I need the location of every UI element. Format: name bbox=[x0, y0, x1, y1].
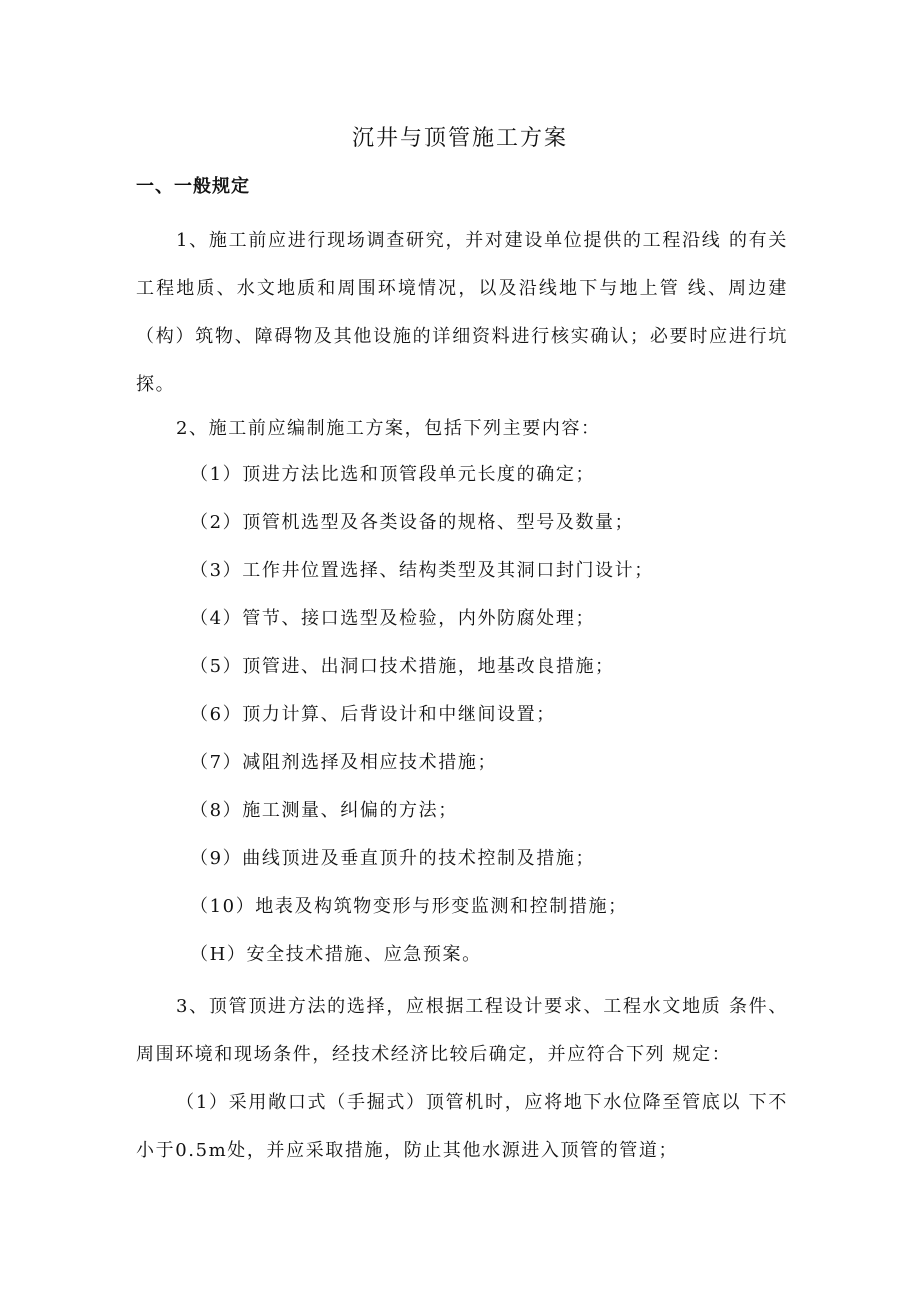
paragraph-2-text: 2、施工前应编制施工方案，包括下列主要内容： bbox=[176, 418, 601, 439]
list-item: （8）施工测量、纠偏的方法； bbox=[190, 800, 458, 821]
list-item: （4）管节、接口选型及检验，内外防腐处理； bbox=[190, 608, 596, 629]
list-item: （H）安全技术措施、应急预案。 bbox=[190, 944, 482, 965]
paragraph-1 bbox=[136, 217, 788, 409]
section-heading: 一、一般规定 bbox=[136, 176, 250, 197]
list-item: （2）顶管机选型及各类设备的规格、型号及数量； bbox=[190, 512, 635, 533]
list-item: （3）工作井位置选择、结构类型及其洞口封门设计； bbox=[190, 560, 654, 581]
list-item: （9）曲线顶进及垂直顶升的技术控制及措施； bbox=[190, 848, 596, 869]
list-item: （10）地表及构筑物变形与形变监测和控制措施； bbox=[190, 896, 628, 917]
document-title: 沉井与顶管施工方案 bbox=[351, 126, 568, 151]
paragraph-1-text: 1、施工前应进行现场调查研究，并对建设单位提供的工程沿线 的有关工程地质、水文地质和周围环境情况，以及沿线地下与地上管 线、周边建（构）筑物、障碍物及其他设施的详细资料进行核实确认；必要时应进行坑探。 bbox=[136, 230, 788, 395]
list-item: （5）顶管进、出洞口技术措施，地基改良措施； bbox=[190, 656, 615, 677]
paragraph-2 bbox=[136, 405, 788, 453]
list-item: （7）减阻剂选择及相应技术措施； bbox=[190, 752, 498, 773]
paragraph-4 bbox=[136, 1079, 788, 1175]
paragraph-3-text: 3、顶管顶进方法的选择，应根据工程设计要求、工程水文地质 条件、周围环境和现场条件，经技术经济比较后确定，并应符合下列 规定： bbox=[136, 996, 788, 1065]
list-item: （1）顶进方法比选和顶管段单元长度的确定； bbox=[190, 464, 596, 485]
paragraph-4-text: （1）采用敞口式（手掘式）顶管机时，应将地下水位降至管底以 下不小于0.5m处，并应采取措施，防止其他水源进入顶管的管道； bbox=[136, 1092, 788, 1161]
list-item: （6）顶力计算、后背设计和中继间设置； bbox=[190, 704, 556, 725]
paragraph-3 bbox=[136, 983, 788, 1079]
